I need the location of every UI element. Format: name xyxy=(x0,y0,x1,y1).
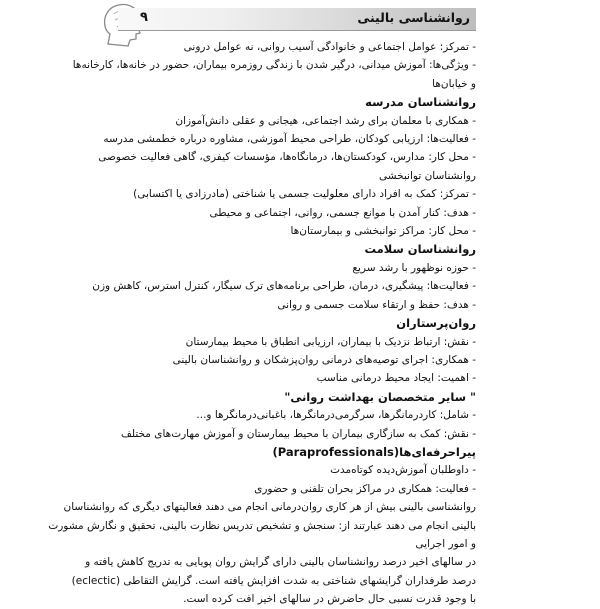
text-line: - محل کار: مراکز توانبخشی و بیمارستان‌ها xyxy=(290,225,476,238)
text-line: - نقش: ارتباط نزدیک با بیماران، ارزیابی انطباق با محیط بیمارستان xyxy=(185,335,476,348)
text-line: - تمرکز: عوامل اجتماعی و خانوادگی آسیب روانی، نه عوامل درونی xyxy=(183,41,476,53)
text-line: - هدف: کنار آمدن با موانع جسمی، روانی، اجتماعی و محیطی xyxy=(209,206,476,219)
text-line: - تمرکز: کمک به افراد دارای معلولیت جسمی یا شناختی (مادرزادی یا اکتسابی) xyxy=(133,188,476,201)
section-heading: روانشناسان سلامت xyxy=(364,242,476,257)
text-line: - داوطلبان آموزش‌دیده کوتاه‌مدت xyxy=(330,464,476,477)
section-heading: پیراحرفه‌ای‌ها(Paraprofessionals) xyxy=(272,444,476,459)
text-line: - نقش: کمک به سازگاری بیماران با محیط بیمارستان و آموزش مهارت‌های مختلف xyxy=(120,427,476,440)
text-line: - هدف: حفظ و ارتقاء سلامت جسمی و روانی xyxy=(277,298,476,311)
text-line: - ویژگی‌ها: آموزش میدانی، درگیر شدن با زندگی روزمره بیماران، حضور در خانه‌ها، کارخانه‌ها xyxy=(72,59,476,72)
text-line: و امور اجرایی xyxy=(415,537,476,550)
text-line: با وجود قدرت نسبی حال حاضرش در سالهای اخیر افت کرده است. xyxy=(183,593,476,606)
text-line: - فعالیت: همکاری در مراکز بحران تلفنی و حضوری xyxy=(254,482,476,495)
section-heading: روان‌پرستاران xyxy=(396,316,476,331)
text-line: - فعالیت‌ها: پیشگیری، درمان، طراحی برنامه‌های ترک سیگار، کنترل استرس، کاهش وزن xyxy=(92,280,476,293)
page-content xyxy=(48,38,476,609)
section-heading: روانشناسان مدرسه xyxy=(365,95,476,110)
text-line: در سالهای اخیر درصد روانشناسان بالینی دارای گرایش روان پویایی به تدریج کاهش یافته و xyxy=(85,556,476,569)
text-line: - شامل: کاردرمانگرها، سرگرمی‌درمانگرها، باغبانی‌درمانگرها و... xyxy=(196,409,476,422)
text-line: درصد طرفداران گرایشهای شناختی به شدت افزایش یافته است. گرایش التقاطی (eclectic) xyxy=(71,574,476,587)
text-line: و خیابان‌ها xyxy=(432,77,476,90)
text-line: - اهمیت: ایجاد محیط درمانی مناسب xyxy=(316,372,476,385)
page-header xyxy=(118,8,476,38)
text-line: بالینی انجام می دهند عبارتند از: سنجش و تشخیص تدریس نظارت بالینی، تحقیق و نگارش مشورت xyxy=(48,519,476,532)
section-heading: " سایر متخصصان بهداشت روانی" xyxy=(284,389,476,404)
text-line: - حوزه نوظهور با رشد سریع xyxy=(352,261,476,274)
text-line: روانشناسان توانبخشی xyxy=(378,169,476,182)
header-title: روانشناسی بالینی xyxy=(357,10,470,25)
text-line: روانشناسی بالینی بیش از هر کاری روان‌درمانی انجام می دهند فعالیتهای دیگری که روانشناسان xyxy=(63,501,476,514)
text-line: - همکاری: اجرای توصیه‌های درمانی روان‌پزشکان و روانشناسان بالینی xyxy=(172,353,476,366)
text-line: - محل کار: مدارس، کودکستان‌ها، درمانگاه‌ها، مؤسسات کیفری، گاهی فعالیت خصوصی xyxy=(98,151,476,164)
page-number: ۹ xyxy=(140,10,148,25)
text-line: - همکاری با معلمان برای رشد اجتماعی، هیجانی و عقلی دانش‌آموزان xyxy=(175,114,476,127)
text-line: - فعالیت‌ها: ارزیابی کودکان، طراحی محیط آموزشی، مشاوره درباره خطمشی مدرسه xyxy=(103,133,476,146)
